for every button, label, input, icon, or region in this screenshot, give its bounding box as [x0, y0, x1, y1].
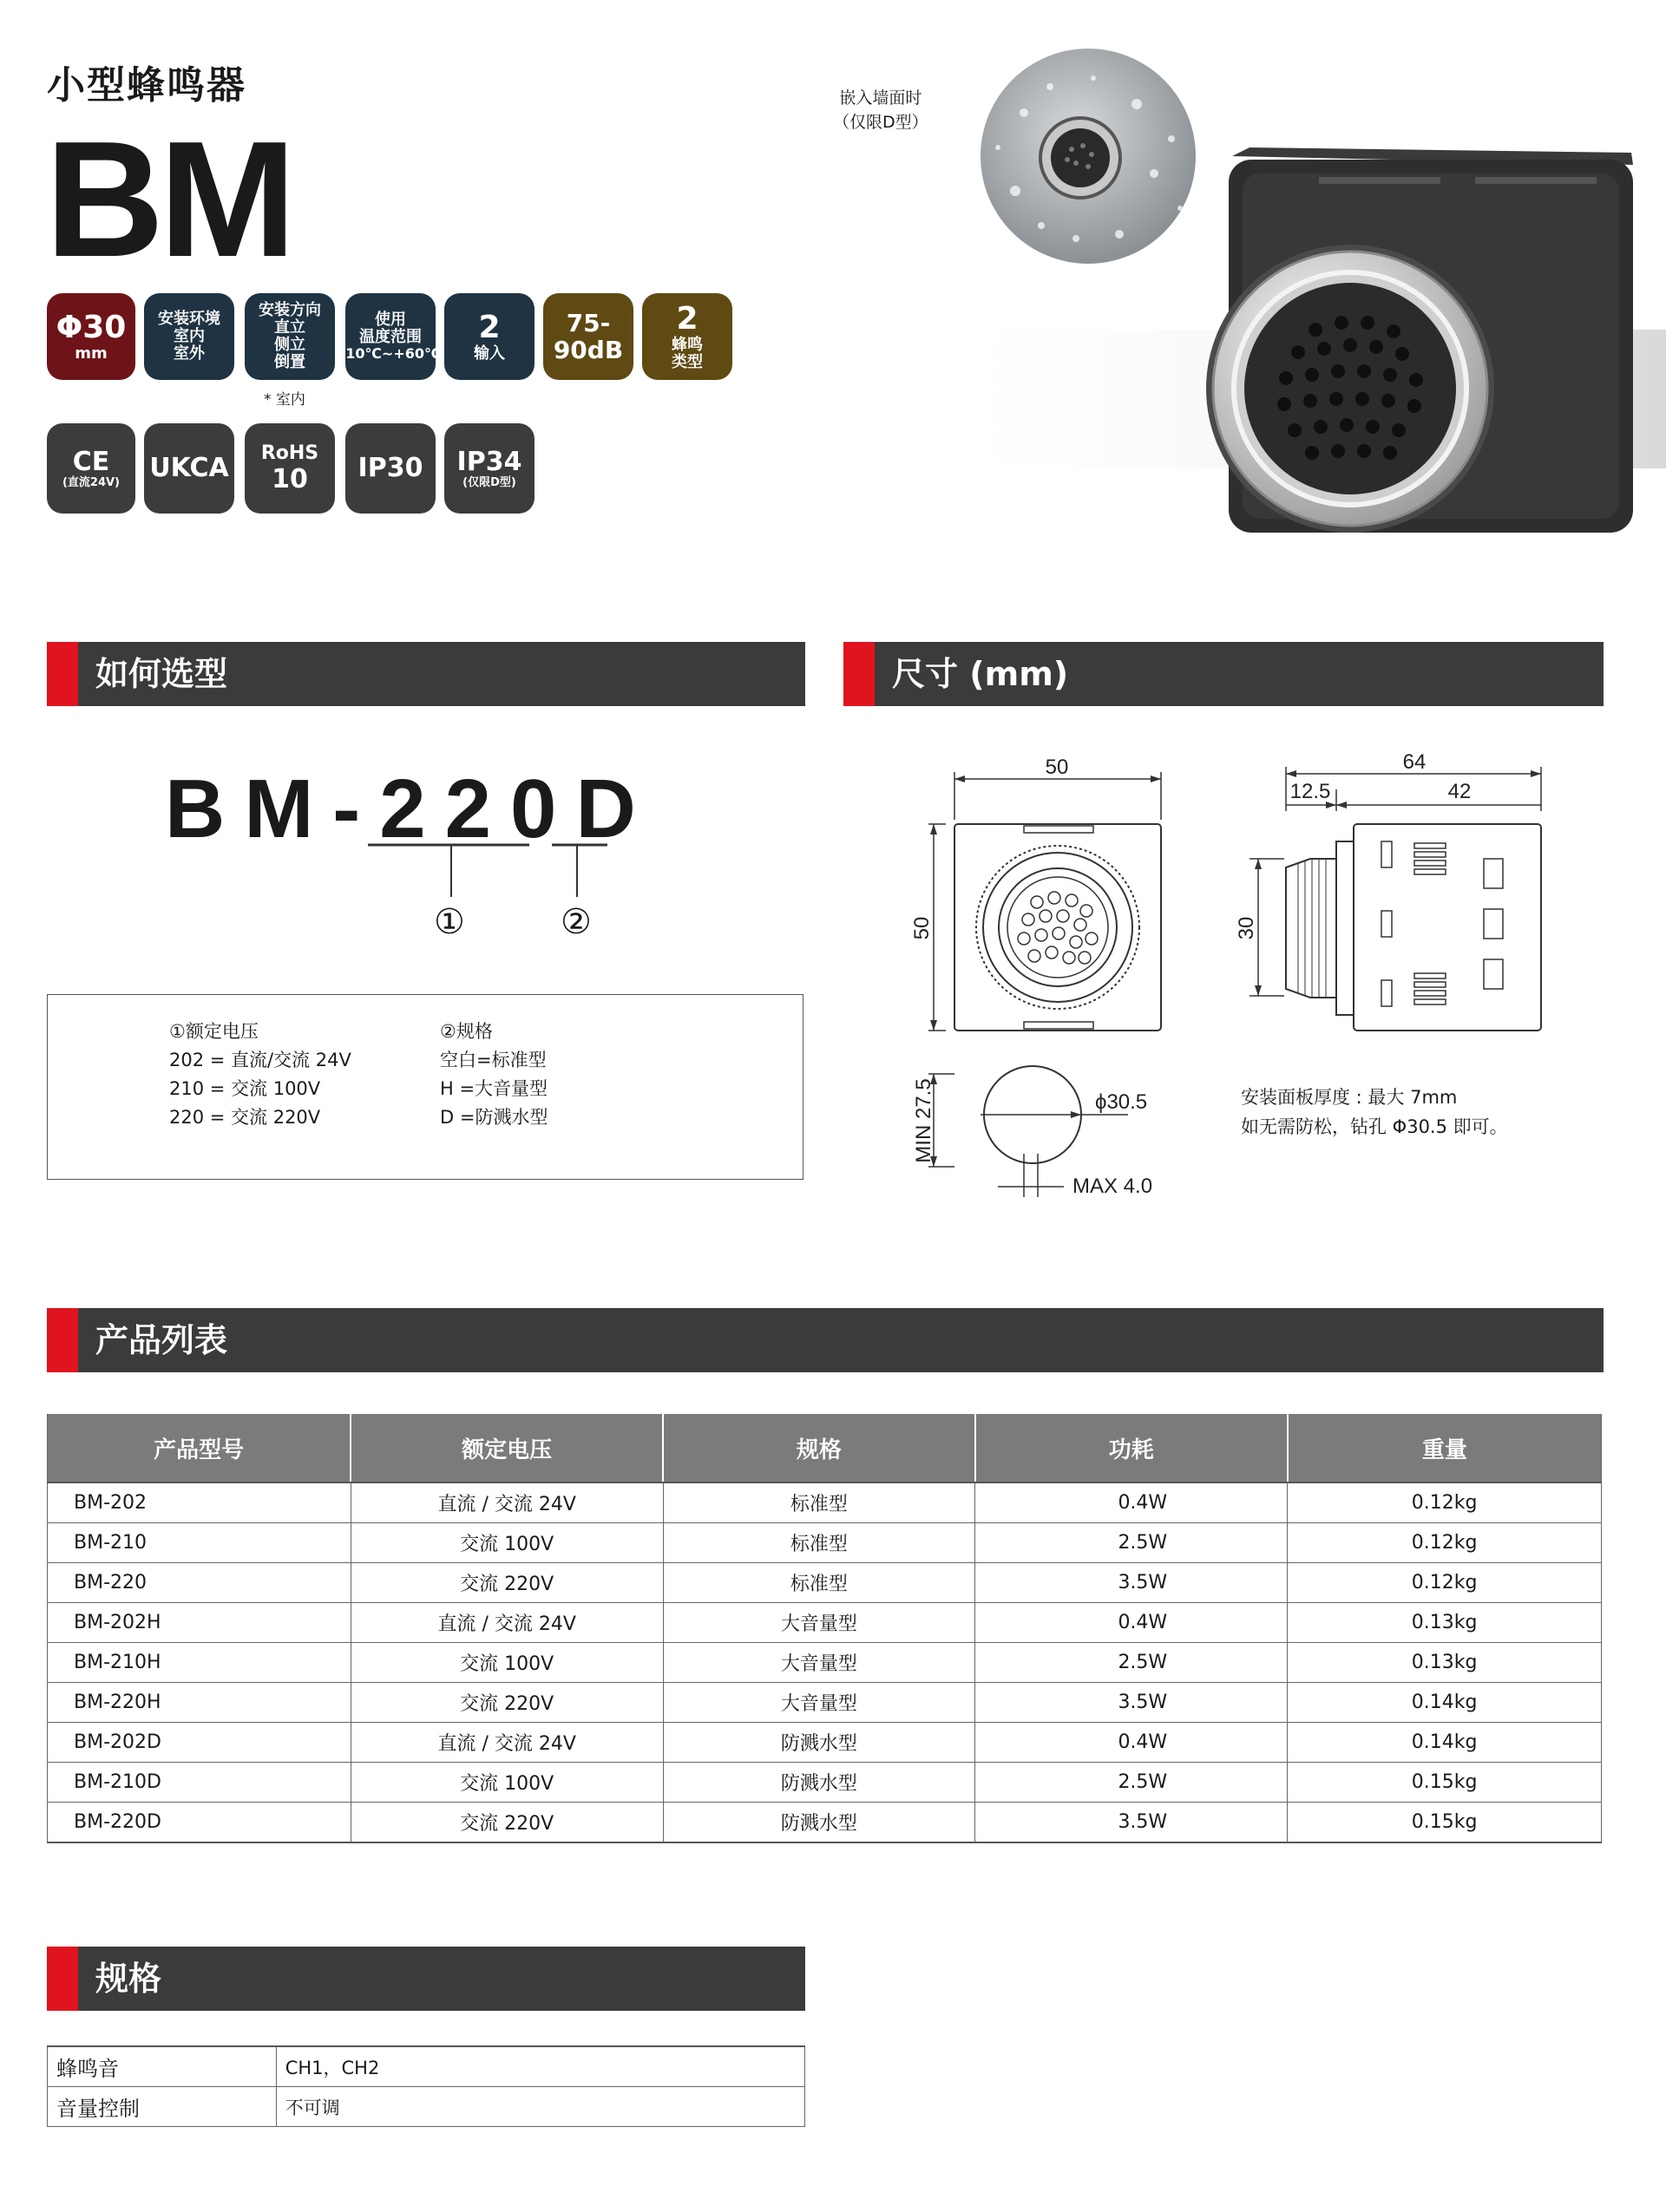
indoor-note: * 室内: [264, 391, 305, 409]
table-row: BM-210H 交流 100V 大音量型 2.5W 0.13kg: [48, 1643, 1602, 1683]
section-header-dimensions: 尺寸 (mm): [843, 642, 1604, 706]
table-row: BM-202D 直流 / 交流 24V 防溅水型 0.4W 0.14kg: [48, 1723, 1602, 1763]
spec-table: [47, 2045, 805, 2127]
cutout-min-label: MIN 27.5: [912, 1078, 935, 1163]
badge-inputs: 2 输入: [444, 293, 535, 380]
badge-install-env: 安装环境 室内 室外: [144, 293, 234, 380]
panel-cutout-view: [912, 1066, 1152, 1198]
badge-diameter: Φ30 mm: [47, 293, 135, 380]
badge-rohs: RoHS 10: [245, 423, 335, 514]
section-accent-bar: [47, 642, 78, 706]
column-header: 规格: [663, 1414, 975, 1482]
badge-sound-types: 2 蜂鸣 类型: [642, 293, 732, 380]
buzzer-body-image: [1206, 147, 1633, 533]
panel-max-label: MAX 4.0: [1072, 1175, 1153, 1198]
column-header: 产品型号: [48, 1414, 351, 1482]
badge-ukca: UKCA: [144, 423, 234, 514]
legend-voltage: ①额定电压 202 = 直流/交流 24V 210 = 交流 100V 220 = 交流 220V: [169, 1021, 351, 1128]
table-row: BM-210 交流 100V 标准型 2.5W 0.12kg: [48, 1523, 1602, 1563]
section-accent-bar: [47, 1947, 78, 2011]
side-height-label: 30: [1235, 916, 1258, 940]
badge-ip30: IP30: [345, 423, 436, 514]
table-row: BM-220H 交流 220V 大音量型 3.5W 0.14kg: [48, 1683, 1602, 1723]
section-header-spec: 规格: [47, 1947, 805, 2011]
table-row: BM-220D 交流 220V 防溅水型 3.5W 0.15kg: [48, 1803, 1602, 1843]
table-row: BM-202H 直流 / 交流 24V 大音量型 0.4W 0.13kg: [48, 1603, 1602, 1643]
column-header: 功耗: [975, 1414, 1288, 1482]
dimension-notes: 安装面板厚度 : 最大 7mm 如无需防松，钻孔 Φ30.5 即可。: [1241, 1087, 1508, 1137]
wall-mount-inset-image: [981, 49, 1196, 264]
product-title: BM: [45, 108, 292, 291]
section-header-product-list: 产品列表: [47, 1308, 1604, 1372]
table-row: 蜂鸣音 CH1，CH2: [48, 2046, 805, 2087]
section-header-selection: 如何选型: [47, 642, 805, 706]
wall-mount-label: 嵌入墙面时 （仅限D型）: [833, 88, 928, 132]
product-category: 小型蜂鸣器: [47, 63, 246, 108]
badge-ce: CE (直流24V): [47, 423, 135, 514]
model-code-callout-lines: [347, 833, 642, 946]
table-row: BM-210D 交流 100V 防溅水型 2.5W 0.15kg: [48, 1763, 1602, 1803]
side-view: [1235, 750, 1541, 1031]
legend-spec: ②规格 空白=标准型 H =大音量型 D =防溅水型: [440, 1021, 548, 1128]
table-row: BM-220 交流 220V 标准型 3.5W 0.12kg: [48, 1563, 1602, 1603]
side-total-label: 64: [1402, 750, 1427, 774]
front-width-label: 50: [1045, 756, 1069, 779]
section-accent-bar: [843, 642, 875, 706]
badge-temperature: 使用 温度范围 -10℃~+60℃: [345, 293, 436, 380]
model-code: BM-220D: [165, 762, 655, 855]
callout-mark-spec: ②: [561, 902, 592, 942]
front-view: [910, 756, 1161, 1031]
cutout-diameter-label: ϕ30.5: [1095, 1090, 1148, 1114]
product-photo: [920, 43, 1666, 564]
badge-decibel: 75-90dB: [543, 293, 633, 380]
product-table: [47, 1414, 1602, 1843]
badge-install-direction: 安装方向 直立 侧立 倒置: [245, 293, 335, 380]
section-accent-bar: [47, 1308, 78, 1372]
column-header: 额定电压: [351, 1414, 663, 1482]
badge-ip34: IP34 (仅限D型): [444, 423, 535, 514]
table-row: 音量控制 不可调: [48, 2087, 805, 2127]
table-header-row: [48, 1414, 1602, 1482]
front-height-label: 50: [910, 916, 934, 940]
model-code-legend: [47, 994, 803, 1180]
side-front-label: 12.5: [1289, 780, 1331, 803]
column-header: 重量: [1288, 1414, 1602, 1482]
callout-mark-voltage: ①: [434, 902, 465, 942]
side-body-label: 42: [1447, 780, 1472, 803]
table-row: BM-202 直流 / 交流 24V 标准型 0.4W 0.12kg: [48, 1482, 1602, 1523]
